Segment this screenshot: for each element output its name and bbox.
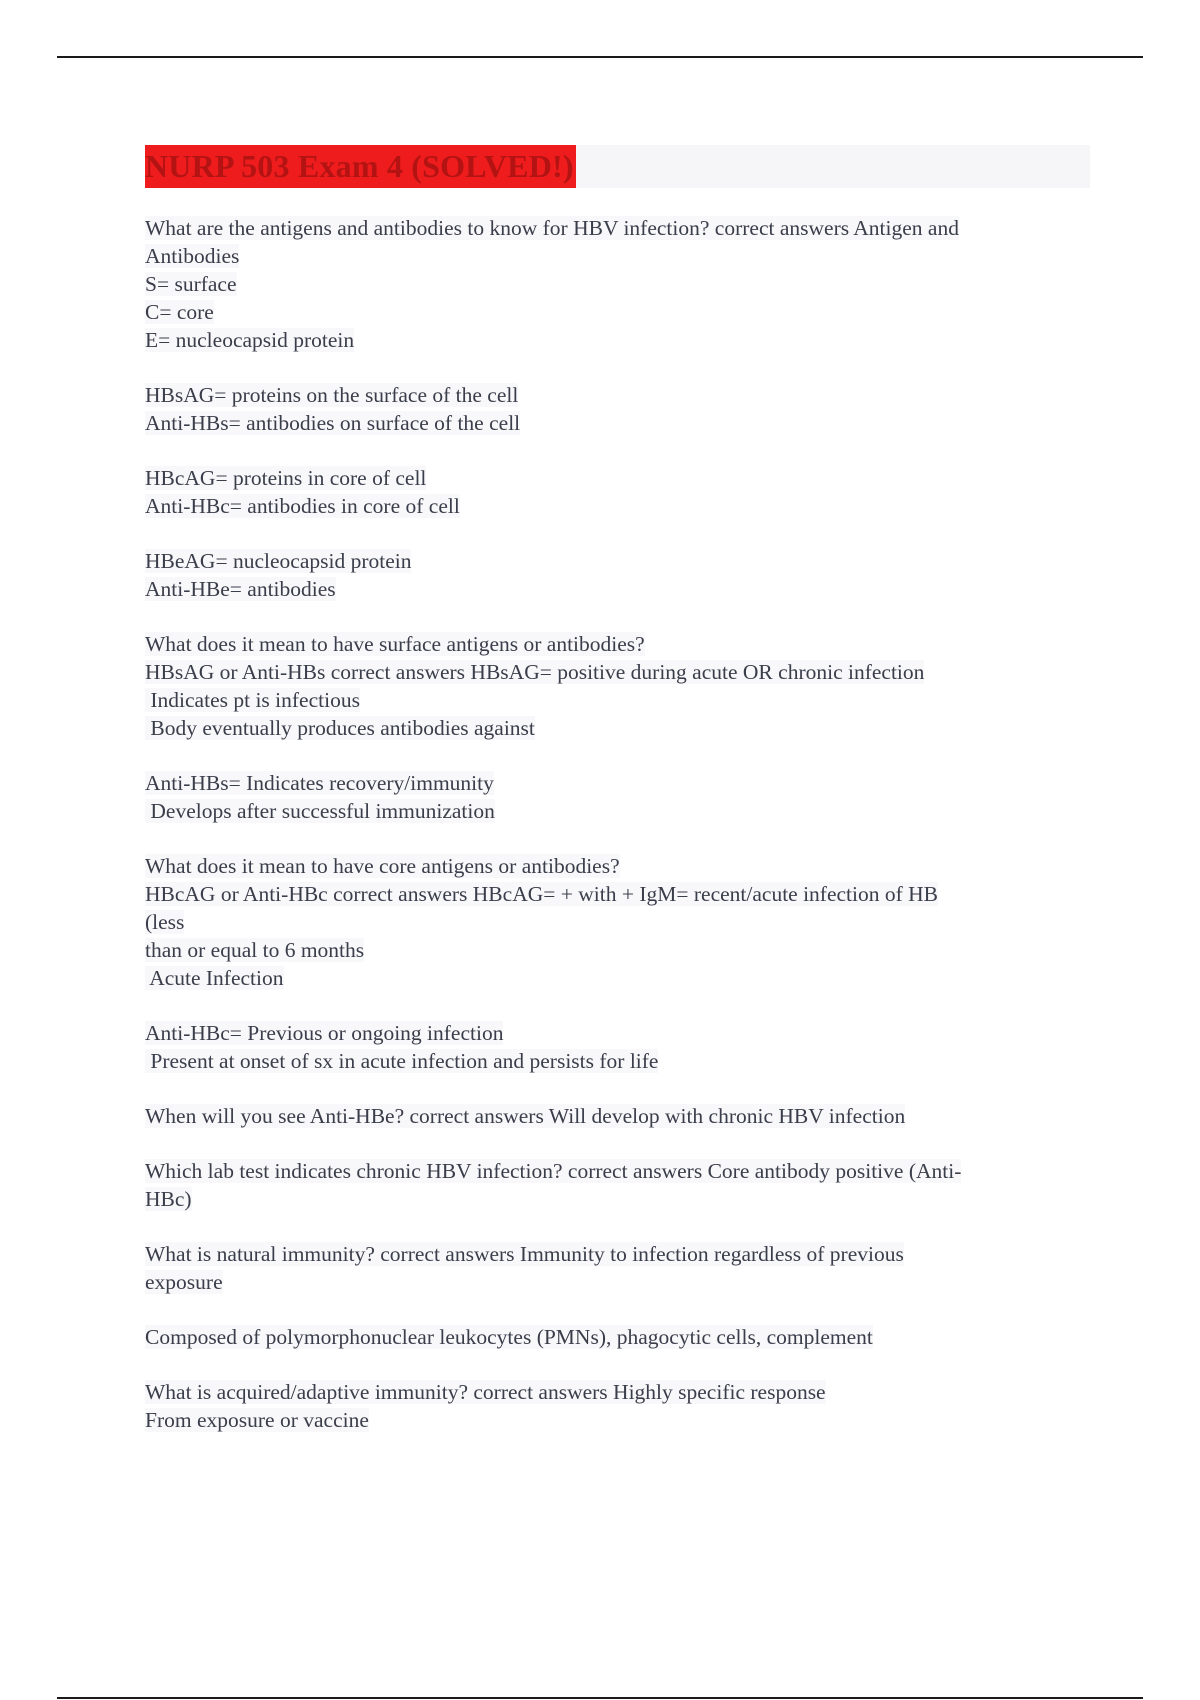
qa-block [145, 630, 1090, 742]
text-line [145, 964, 1090, 992]
text-line [145, 298, 1090, 326]
qa-blocks [145, 214, 1090, 1434]
text-line-content: Anti-HBs= Indicates recovery/immunity [145, 771, 494, 795]
text-line [145, 714, 1090, 742]
qa-block [145, 852, 1090, 992]
text-line-content: What does it mean to have core antigens or antibodies? [145, 854, 620, 878]
text-line [145, 1323, 1090, 1351]
text-line [145, 270, 1090, 298]
text-line-content: (less [145, 910, 185, 934]
text-line [145, 326, 1090, 354]
text-line [145, 686, 1090, 714]
text-line-content: HBc) [145, 1187, 192, 1211]
qa-block [145, 381, 1090, 437]
text-line [145, 1268, 1090, 1296]
text-line-content: exposure [145, 1270, 223, 1294]
text-line [145, 1240, 1090, 1268]
text-line [145, 464, 1090, 492]
text-line [145, 852, 1090, 880]
qa-block [145, 464, 1090, 520]
text-line [145, 214, 1090, 242]
qa-block [145, 214, 1090, 354]
text-line-content: Acute Infection [145, 966, 284, 990]
text-line-content: HBcAG or Anti-HBc correct answers HBcAG= + with + IgM= recent/acute infection of HB [145, 882, 939, 906]
text-line [145, 242, 1090, 270]
page-top-rule [57, 56, 1143, 58]
text-line [145, 409, 1090, 437]
text-line [145, 1185, 1090, 1213]
text-line [145, 381, 1090, 409]
text-line-content: From exposure or vaccine [145, 1408, 369, 1432]
text-line-content: Anti-HBc= antibodies in core of cell [145, 494, 460, 518]
text-line-content: Indicates pt is infectious [145, 688, 360, 712]
text-line-content: Which lab test indicates chronic HBV infection? correct answers Core antibody positive (Anti- [145, 1159, 962, 1183]
text-line [145, 658, 1090, 686]
qa-block [145, 1378, 1090, 1434]
text-line [145, 1157, 1090, 1185]
text-line-content: than or equal to 6 months [145, 938, 365, 962]
text-line [145, 797, 1090, 825]
text-line [145, 1406, 1090, 1434]
document-body [145, 145, 1090, 1461]
qa-block [145, 1157, 1090, 1213]
text-line [145, 1378, 1090, 1406]
text-line-content: Anti-HBe= antibodies [145, 577, 336, 601]
qa-block [145, 1102, 1090, 1130]
text-line-content: HBeAG= nucleocapsid protein [145, 549, 412, 573]
text-line-content: HBsAG= proteins on the surface of the cell [145, 383, 519, 407]
qa-block [145, 1323, 1090, 1351]
text-line-content: What is natural immunity? correct answers Immunity to infection regardless of previous [145, 1242, 904, 1266]
document-title: NURP 503 Exam 4 (SOLVED!) [145, 145, 576, 188]
text-line-content: Antibodies [145, 244, 240, 268]
text-line [145, 1019, 1090, 1047]
text-line-content: S= surface [145, 272, 237, 296]
text-line-content: What are the antigens and antibodies to know for HBV infection? correct answers Antigen and [145, 216, 959, 240]
text-line [145, 630, 1090, 658]
text-line-content: Anti-HBc= Previous or ongoing infection [145, 1021, 504, 1045]
text-line [145, 1047, 1090, 1075]
text-line-content: Present at onset of sx in acute infection and persists for life [145, 1049, 659, 1073]
text-line-content: HBsAG or Anti-HBs correct answers HBsAG= positive during acute OR chronic infection [145, 660, 925, 684]
qa-block [145, 769, 1090, 825]
text-line-content: When will you see Anti-HBe? correct answers Will develop with chronic HBV infection [145, 1104, 906, 1128]
text-line-content: Body eventually produces antibodies against [145, 716, 535, 740]
text-line [145, 492, 1090, 520]
qa-block [145, 1019, 1090, 1075]
text-line-content: E= nucleocapsid protein [145, 328, 355, 352]
text-line [145, 880, 1090, 908]
title-bar [145, 145, 1090, 188]
qa-block [145, 1240, 1090, 1296]
text-line-content: What does it mean to have surface antigens or antibodies? [145, 632, 645, 656]
text-line-content: Composed of polymorphonuclear leukocytes (PMNs), phagocytic cells, complement [145, 1325, 873, 1349]
text-line [145, 769, 1090, 797]
text-line [145, 908, 1090, 936]
text-line-content: C= core [145, 300, 214, 324]
text-line-content: Anti-HBs= antibodies on surface of the cell [145, 411, 521, 435]
qa-block [145, 547, 1090, 603]
text-line [145, 936, 1090, 964]
page-bottom-rule [57, 1697, 1143, 1699]
text-line [145, 547, 1090, 575]
text-line [145, 1102, 1090, 1130]
text-line-content: Develops after successful immunization [145, 799, 495, 823]
text-line-content: What is acquired/adaptive immunity? correct answers Highly specific response [145, 1380, 826, 1404]
text-line-content: HBcAG= proteins in core of cell [145, 466, 427, 490]
text-line [145, 575, 1090, 603]
